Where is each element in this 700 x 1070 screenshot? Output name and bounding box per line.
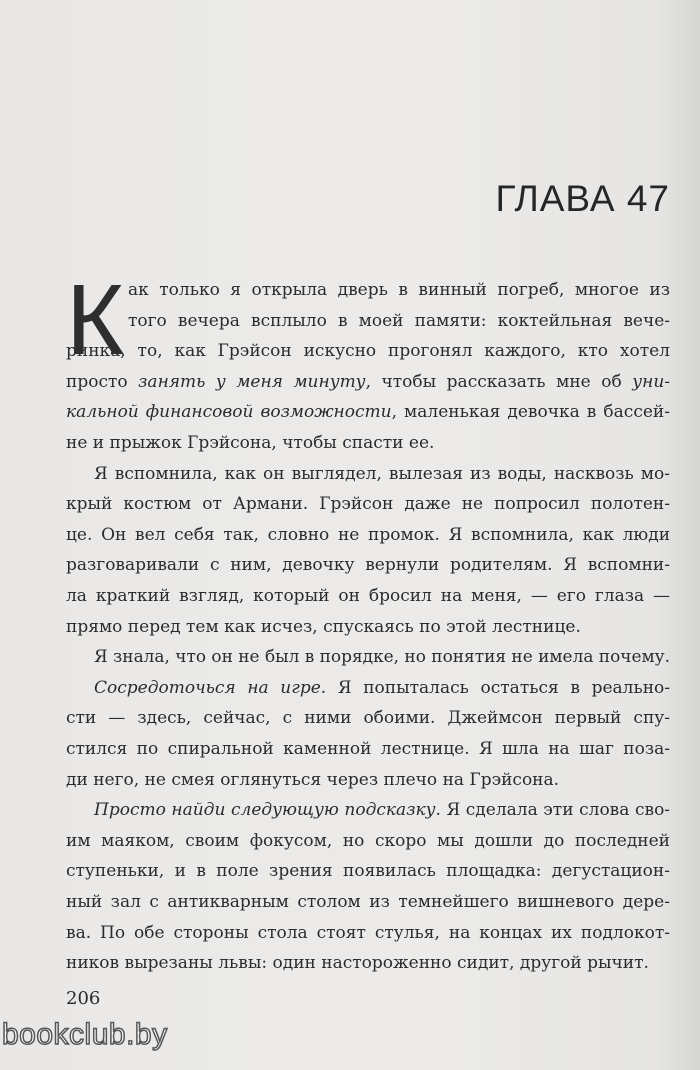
text-line (94, 642, 671, 672)
text-run: ринка, то, как Грэйсон искусно прогонял каждого, кто хотел (66, 341, 670, 362)
text-run: того вечера всплыло в моей памяти: коктейльная вече- (128, 310, 671, 331)
text-run: им маяком, своим фокусом, но скоро мы дошли до последней (66, 830, 671, 851)
drop-cap: К (66, 264, 125, 376)
text-line (66, 826, 670, 856)
text-run: ла краткий взгляд, который он бросил на меня, — его глаза — (66, 586, 671, 606)
italic-text: кальной финансовой возможности (66, 402, 392, 423)
text-run: ступеньки, и в поле зрения появилась площадка: дегустацион- (66, 861, 670, 882)
text-run: прямо перед тем как исчез, спускаясь по этой лестнице. (66, 616, 581, 637)
text-run: сти — здесь, сейчас, с ними обоими. Джеймсон первый спу- (66, 708, 671, 729)
text-run: ди него, не смея оглянуться через плечо на Грэйсона. (66, 769, 560, 790)
text-line (66, 336, 670, 366)
italic-text: уни- (632, 371, 671, 392)
watermark: bookclub.by (2, 1018, 168, 1051)
text-run: ва. По обе стороны стола стоят стулья, на концах их подлокот- (66, 922, 670, 943)
text-line (66, 856, 670, 886)
text-line (66, 703, 670, 733)
text-run: разговаривали с ним, девочку вернули родителям. Я вспомни- (66, 555, 670, 576)
text-line (66, 428, 670, 458)
text-run: просто (66, 371, 139, 392)
page-number: 206 (66, 988, 101, 1009)
italic-text: Просто найди следующую подсказку. (94, 800, 441, 821)
chapter-title: ГЛАВА 47 (495, 178, 670, 219)
text-line (94, 673, 670, 703)
text-line (66, 612, 670, 642)
text-line (66, 397, 670, 427)
text-line (66, 520, 670, 550)
text-line (66, 581, 670, 611)
text-line (128, 275, 670, 305)
text-line (66, 887, 670, 917)
italic-text: Сосредоточься на игре. (94, 677, 327, 698)
text-run: стился по спиральной каменной лестнице. Я шла на шаг поза- (66, 739, 670, 759)
text-line (66, 948, 670, 978)
text-line (66, 765, 670, 795)
text-run: Я сделала эти слова сво- (440, 800, 671, 821)
text-run: , маленькая девочка в бассей- (391, 402, 670, 423)
text-run: ный зал с антикварным столом из темнейшего вишневого дере- (66, 892, 670, 912)
text-line (66, 918, 670, 948)
text-run: , чтобы рассказать мне об (365, 371, 633, 392)
text-run: крый костюм от Армани. Грэйсон даже не попросил полотен- (66, 494, 671, 515)
text-line (128, 306, 670, 336)
text-line (66, 734, 670, 764)
text-line (66, 550, 670, 580)
text-run: ак только я открыла дверь в винный погреб, многое из (128, 280, 670, 300)
text-line (66, 367, 670, 397)
text-run: Я попыталась остаться в реально- (326, 677, 671, 698)
text-run: це. Он вел себя так, словно не промок. Я вспомнила, как люди (66, 524, 671, 545)
text-run: Я вспомнила, как он выглядел, вылезая из воды, насквозь мо- (94, 463, 670, 484)
text-run: Я знала, что он не был в порядке, но понятия не имела почему. (94, 647, 671, 668)
italic-text: занять у меня минуту (138, 371, 366, 392)
text-line (66, 489, 670, 519)
text-run: ников вырезаны львы: один настороженно сидит, другой рычит. (66, 953, 649, 974)
text-run: не и прыжок Грэйсона, чтобы спасти ее. (66, 433, 435, 453)
text-line (94, 795, 670, 825)
text-line (94, 459, 670, 489)
